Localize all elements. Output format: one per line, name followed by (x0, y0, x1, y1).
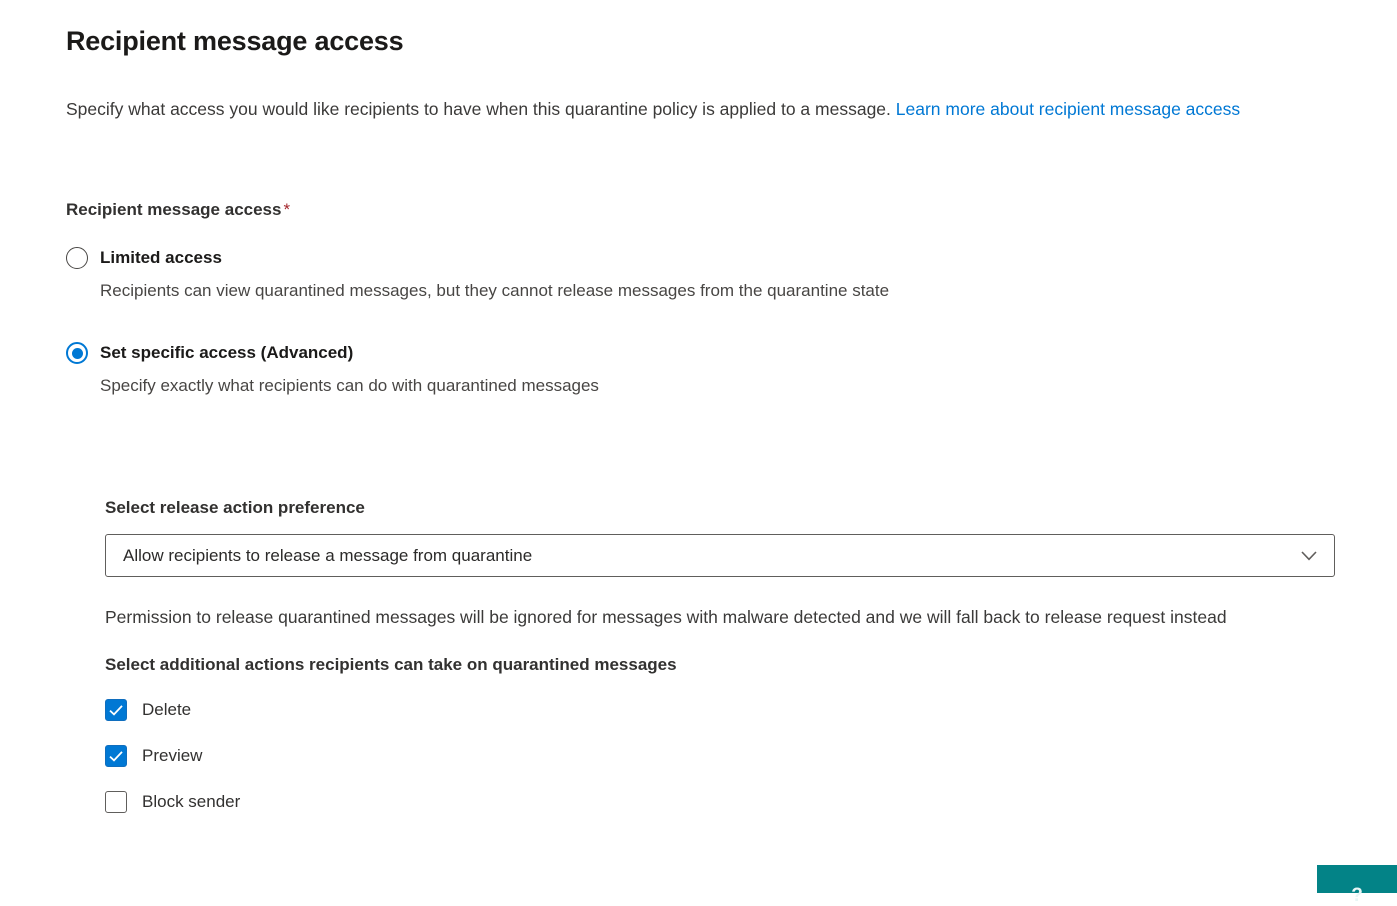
additional-actions-label: Select additional actions recipients can take on quarantined messages (105, 655, 677, 674)
checkbox-label[interactable]: Preview (142, 746, 203, 765)
radio-button-icon[interactable] (66, 342, 88, 364)
radio-option-label[interactable]: Limited access (100, 248, 222, 267)
checkbox-label[interactable]: Delete (142, 700, 192, 719)
radio-option-label[interactable]: Set specific access (Advanced) (100, 343, 354, 362)
checkbox-label[interactable]: Block sender (142, 792, 241, 811)
checkbox-icon[interactable] (105, 791, 127, 813)
release-action-dropdown[interactable] (105, 534, 1335, 577)
advanced-access-section (105, 498, 1331, 813)
radio-option-description: Recipients can view quarantined messages, but they cannot release messages from the quarantine state (100, 281, 890, 300)
radio-option-limited-access[interactable] (66, 246, 1331, 306)
access-field-label-text: Recipient message access (66, 200, 282, 219)
radio-dot (72, 348, 83, 359)
radio-option-description: Specify exactly what recipients can do with quarantined messages (100, 376, 599, 395)
release-action-label: Select release action preference (105, 498, 365, 517)
required-asterisk: * (283, 200, 291, 219)
radio-option-set-specific-access[interactable] (66, 341, 1331, 401)
radio-button-icon[interactable] (66, 247, 88, 269)
release-permission-note: Permission to release quarantined messages will be ignored for messages with malware detected and we will fall back to release request instead (105, 607, 1227, 627)
checkbox-row-preview[interactable] (105, 745, 1331, 767)
checkmark-icon (109, 705, 123, 716)
help-button[interactable] (1317, 865, 1397, 906)
access-field-label (66, 200, 1331, 220)
learn-more-link[interactable]: Learn more about recipient message access (895, 99, 1241, 119)
help-question-icon: ? (1351, 885, 1363, 906)
radio-option-text (100, 341, 599, 401)
chevron-down-icon[interactable] (1301, 551, 1317, 561)
checkbox-row-block-sender[interactable] (105, 791, 1331, 813)
page-description-text: Specify what access you would like recipients to have when this quarantine policy is applied to a message. (66, 99, 891, 119)
release-action-dropdown-value: Allow recipients to release a message from quarantine (123, 545, 533, 565)
radio-option-text (100, 246, 889, 306)
page-description (66, 95, 1331, 124)
checkmark-icon (109, 751, 123, 762)
page-title: Recipient message access (66, 26, 404, 56)
checkbox-icon[interactable] (105, 699, 127, 721)
checkbox-icon[interactable] (105, 745, 127, 767)
radio-dot (72, 253, 83, 264)
checkbox-row-delete[interactable] (105, 699, 1331, 721)
